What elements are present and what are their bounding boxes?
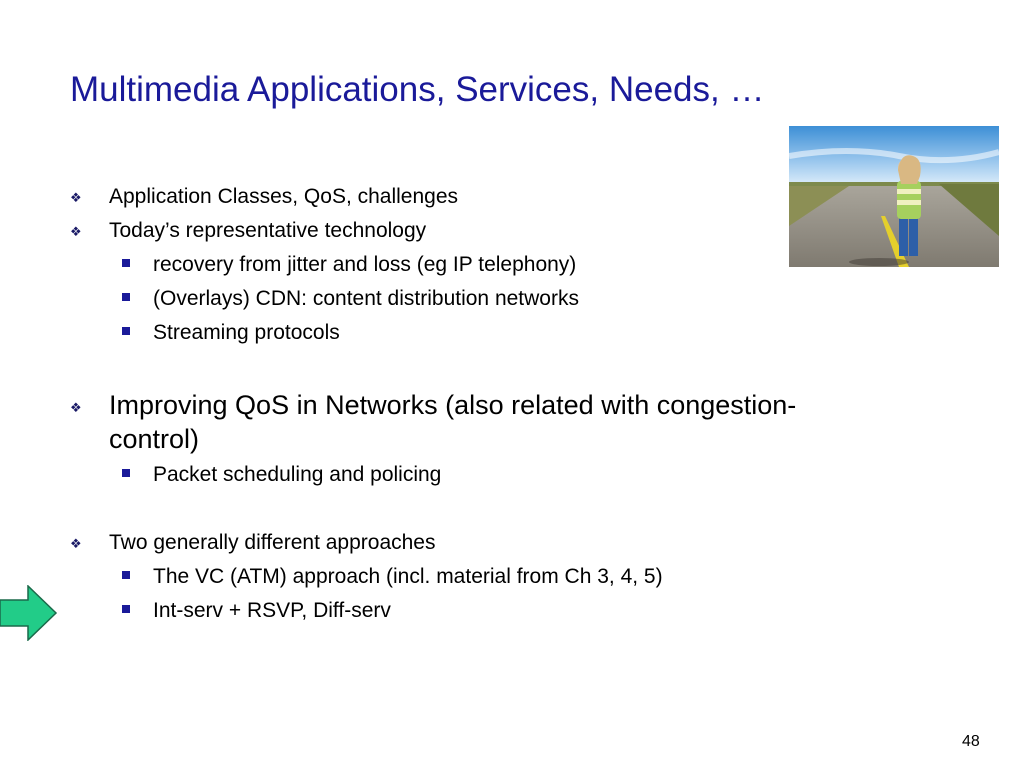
square-bullet-icon — [122, 327, 130, 335]
square-bullet-icon — [122, 469, 130, 477]
subbullet-text: recovery from jitter and loss (eg IP telephony) — [153, 253, 577, 276]
bullet-text-line2: control) — [109, 424, 200, 454]
square-bullet-icon — [122, 293, 130, 301]
subbullet-text: Packet scheduling and policing — [153, 463, 442, 486]
bullet-text-line1: Improving QoS in Networks (also related with congestion- — [109, 390, 797, 420]
bullet-text: Application Classes, QoS, challenges — [109, 185, 459, 208]
subbullet-text: The VC (ATM) approach (incl. material from Ch 3, 4, 5) — [153, 565, 663, 588]
subbullet-text: Streaming protocols — [153, 321, 340, 344]
subbullet-text: Int-serv + RSVP, Diff-serv — [153, 599, 391, 622]
diamond-bullet-icon: ❖ — [70, 224, 82, 239]
diamond-bullet-icon: ❖ — [70, 190, 82, 205]
square-bullet-icon — [122, 259, 130, 267]
diamond-bullet-icon: ❖ — [70, 536, 82, 551]
page-number: 48 — [962, 733, 980, 750]
child-on-road-photo — [789, 126, 999, 267]
slide-title: Multimedia Applications, Services, Needs, … — [70, 70, 765, 109]
square-bullet-icon — [122, 571, 130, 579]
green-arrow-icon — [0, 585, 58, 646]
bullet-text: Today’s representative technology — [109, 219, 427, 242]
bullet-text: Two generally different approaches — [109, 531, 436, 554]
subbullet-text: (Overlays) CDN: content distribution networks — [153, 287, 579, 310]
square-bullet-icon — [122, 605, 130, 613]
diamond-bullet-icon: ❖ — [70, 400, 82, 415]
